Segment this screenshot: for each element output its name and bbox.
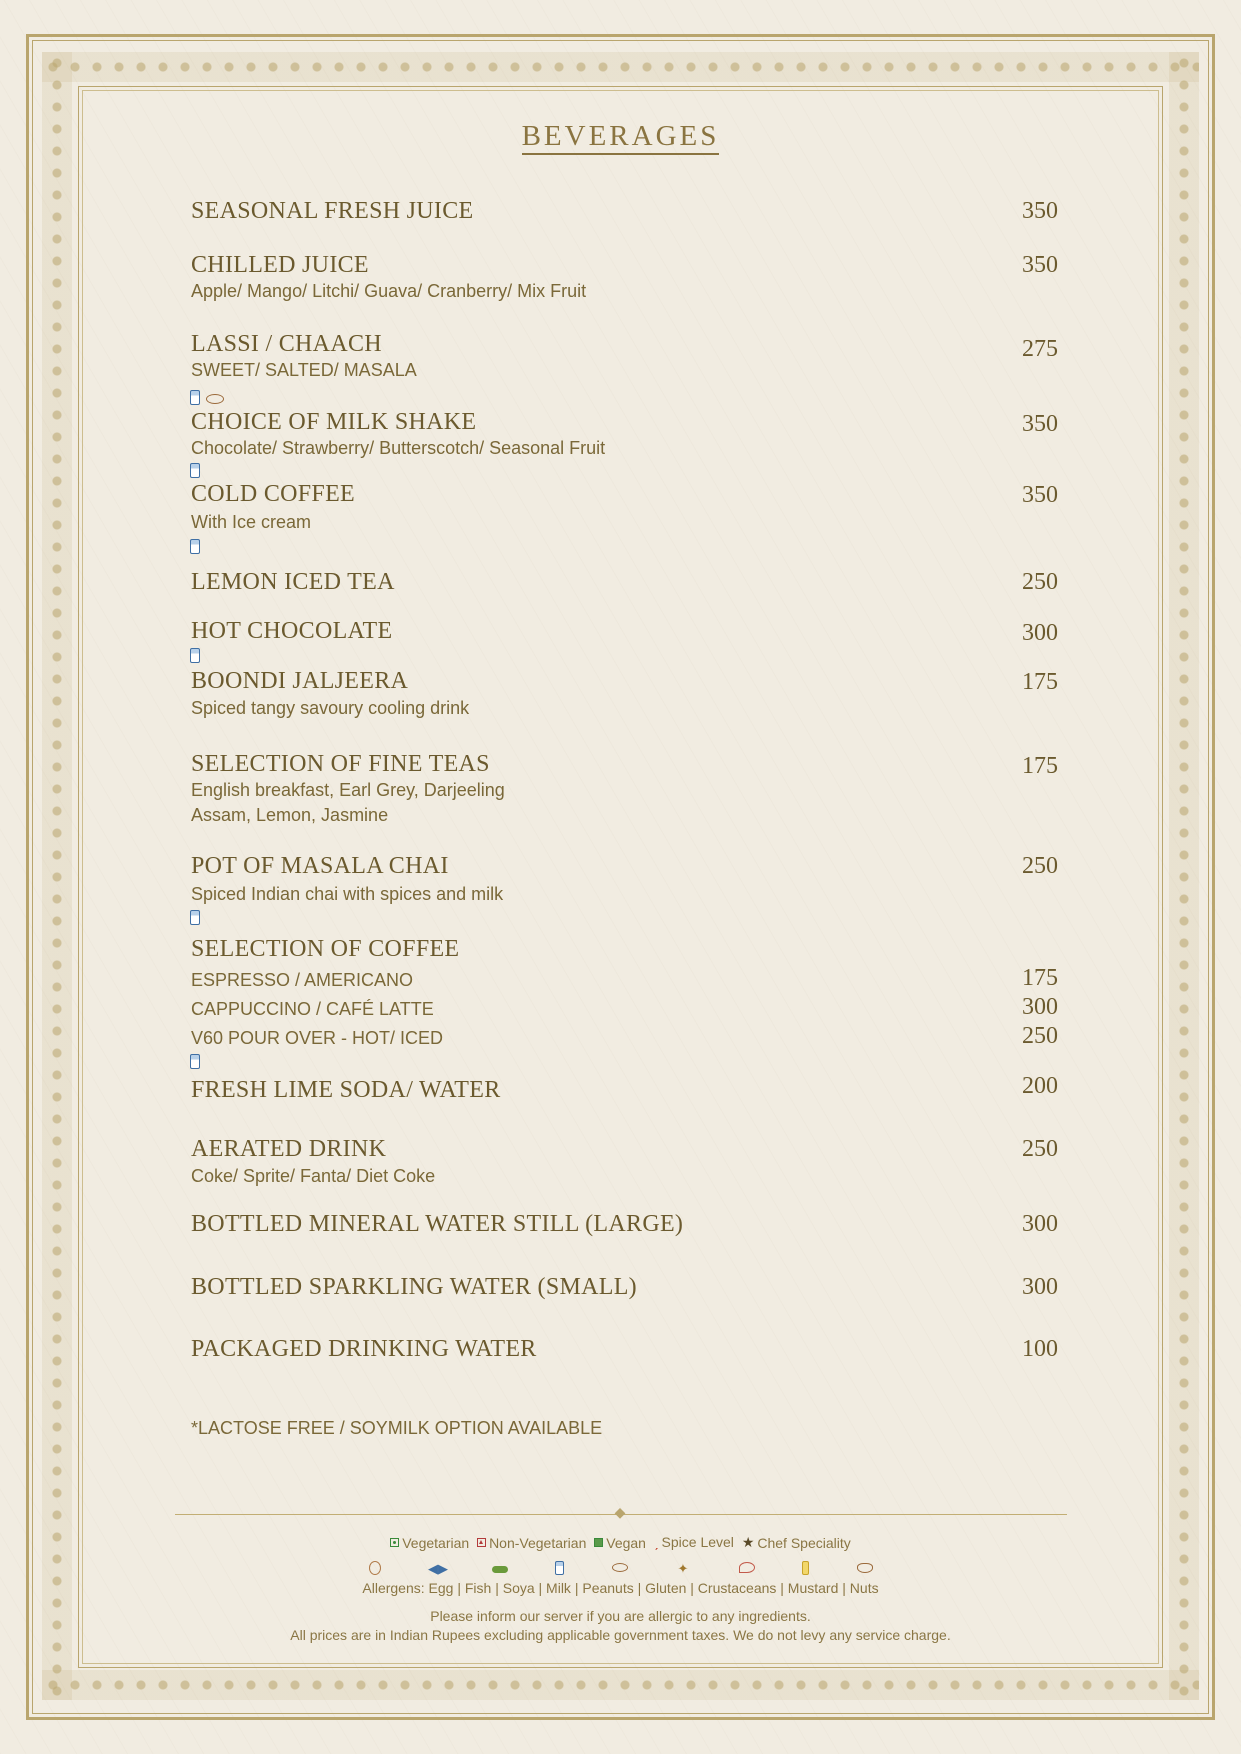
nuts-icon: [857, 1563, 873, 1573]
egg-icon: [369, 1561, 381, 1575]
vegan-icon: [594, 1538, 603, 1547]
sub-item-name: CAPPUCCINO / CAFÉ LATTE: [191, 999, 434, 1019]
item-price: 300: [1022, 1274, 1058, 1300]
allergens-list: Allergens: Egg | Fish | Soya | Milk | Peanuts | Gluten | Crustaceans | Mustard | Nuts: [362, 1580, 879, 1596]
allergen-icons: [190, 1054, 200, 1069]
item-name: SELECTION OF FINE TEAS: [191, 751, 490, 777]
item-price: 300: [1022, 620, 1058, 646]
item-name: CHOICE OF MILK SHAKE: [191, 409, 477, 435]
star-icon: ★: [741, 1534, 755, 1550]
legend-vegan: Vegan: [606, 1534, 646, 1551]
diet-legend: [0, 1534, 1241, 1551]
allergy-info: Please inform our server if you are allergic to any ingredients.: [430, 1608, 811, 1624]
item-price: 275: [1022, 336, 1058, 362]
ornamental-band-right: [1169, 52, 1199, 1700]
milk-icon: [190, 539, 200, 554]
sub-item-price: 250: [1022, 1023, 1058, 1049]
vegetarian-icon: [390, 1538, 399, 1547]
sub-item-name: ESPRESSO / AMERICANO: [191, 970, 414, 990]
item-name: SELECTION OF COFFEE: [191, 936, 460, 962]
item-price: 175: [1022, 753, 1058, 779]
price-info: All prices are in Indian Rupees excluding applicable government taxes. We do not levy any service charge.: [290, 1627, 951, 1643]
chili-icon: ˏ: [653, 1534, 659, 1550]
mustard-icon: [802, 1561, 809, 1575]
peanut-icon: [612, 1563, 628, 1572]
soya-icon: [492, 1566, 508, 1573]
milk-icon: [190, 648, 200, 663]
item-price: 200: [1022, 1073, 1058, 1099]
item-name: BOTTLED SPARKLING WATER (SMALL): [191, 1274, 637, 1300]
allergen-icons: [190, 539, 200, 554]
allergen-icon-row: [0, 1560, 1241, 1576]
sub-item-price: 300: [1022, 994, 1058, 1020]
allergen-icons: [190, 390, 224, 405]
legend-spice: Spice Level: [661, 1534, 734, 1550]
sub-item-price: 175: [1022, 965, 1058, 991]
item-price: 250: [1022, 1136, 1058, 1162]
item-name: BOTTLED MINERAL WATER STILL (LARGE): [191, 1211, 684, 1237]
item-name: LASSI / CHAACH: [191, 331, 382, 357]
non-vegetarian-icon: [477, 1538, 486, 1547]
item-description: Apple/ Mango/ Litchi/ Guava/ Cranberry/ Mix Fruit: [191, 281, 587, 301]
item-price: 250: [1022, 569, 1058, 595]
item-price: 100: [1022, 1336, 1058, 1362]
peanut-icon: [206, 394, 224, 404]
milk-icon: [555, 1561, 564, 1575]
item-price: 350: [1022, 198, 1058, 224]
item-description: With Ice cream: [191, 512, 312, 532]
item-price: 250: [1022, 853, 1058, 879]
item-name: HOT CHOCOLATE: [191, 618, 393, 644]
item-description: English breakfast, Earl Grey, Darjeeling: [191, 780, 505, 800]
crustacean-icon: [739, 1562, 755, 1573]
divider-ornament-icon: ◆: [614, 1506, 626, 1521]
item-name: BOONDI JALJEERA: [191, 668, 409, 694]
item-name: LEMON ICED TEA: [191, 569, 395, 595]
item-description: Spiced tangy savoury cooling drink: [191, 698, 470, 718]
allergen-icons: [190, 463, 200, 478]
lactose-free-note: *LACTOSE FREE / SOYMILK OPTION AVAILABLE: [191, 1418, 603, 1438]
legend-non-vegetarian: Non-Vegetarian: [489, 1534, 587, 1551]
fish-icon: ◀▶: [428, 1560, 448, 1576]
item-name: SEASONAL FRESH JUICE: [191, 198, 474, 224]
ornamental-band-bottom: [42, 1670, 1199, 1700]
legend-chef: Chef Speciality: [757, 1534, 851, 1551]
item-price: 300: [1022, 1211, 1058, 1237]
item-description: SWEET/ SALTED/ MASALA: [191, 360, 417, 380]
milk-icon: [190, 910, 200, 925]
milk-icon: [190, 1054, 200, 1069]
item-name: POT OF MASALA CHAI: [191, 853, 449, 879]
item-description: Chocolate/ Strawberry/ Butterscotch/ Seasonal Fruit: [191, 438, 606, 458]
item-name: COLD COFFEE: [191, 481, 355, 507]
milk-icon: [190, 390, 200, 405]
item-price: 350: [1022, 482, 1058, 508]
item-description: Coke/ Sprite/ Fanta/ Diet Coke: [191, 1166, 436, 1186]
item-description-line2: Assam, Lemon, Jasmine: [191, 805, 389, 825]
ornamental-band-left: [42, 52, 72, 1700]
item-price: 175: [1022, 669, 1058, 695]
menu-title: BEVERAGES: [0, 120, 1241, 153]
item-name: FRESH LIME SODA/ WATER: [191, 1077, 501, 1103]
item-name: PACKAGED DRINKING WATER: [191, 1336, 537, 1362]
item-name: CHILLED JUICE: [191, 252, 369, 278]
allergen-icons: [190, 910, 200, 925]
item-description: Spiced Indian chai with spices and milk: [191, 884, 504, 904]
gluten-icon: ✦: [677, 1560, 689, 1576]
item-price: 350: [1022, 252, 1058, 278]
ornamental-band-top: [42, 52, 1199, 82]
item-price: 350: [1022, 411, 1058, 437]
item-name: AERATED DRINK: [191, 1136, 387, 1162]
sub-item-name: V60 POUR OVER - HOT/ ICED: [191, 1028, 444, 1048]
allergen-icons: [190, 648, 200, 663]
legend-vegetarian: Vegetarian: [402, 1534, 470, 1551]
milk-icon: [190, 463, 200, 478]
